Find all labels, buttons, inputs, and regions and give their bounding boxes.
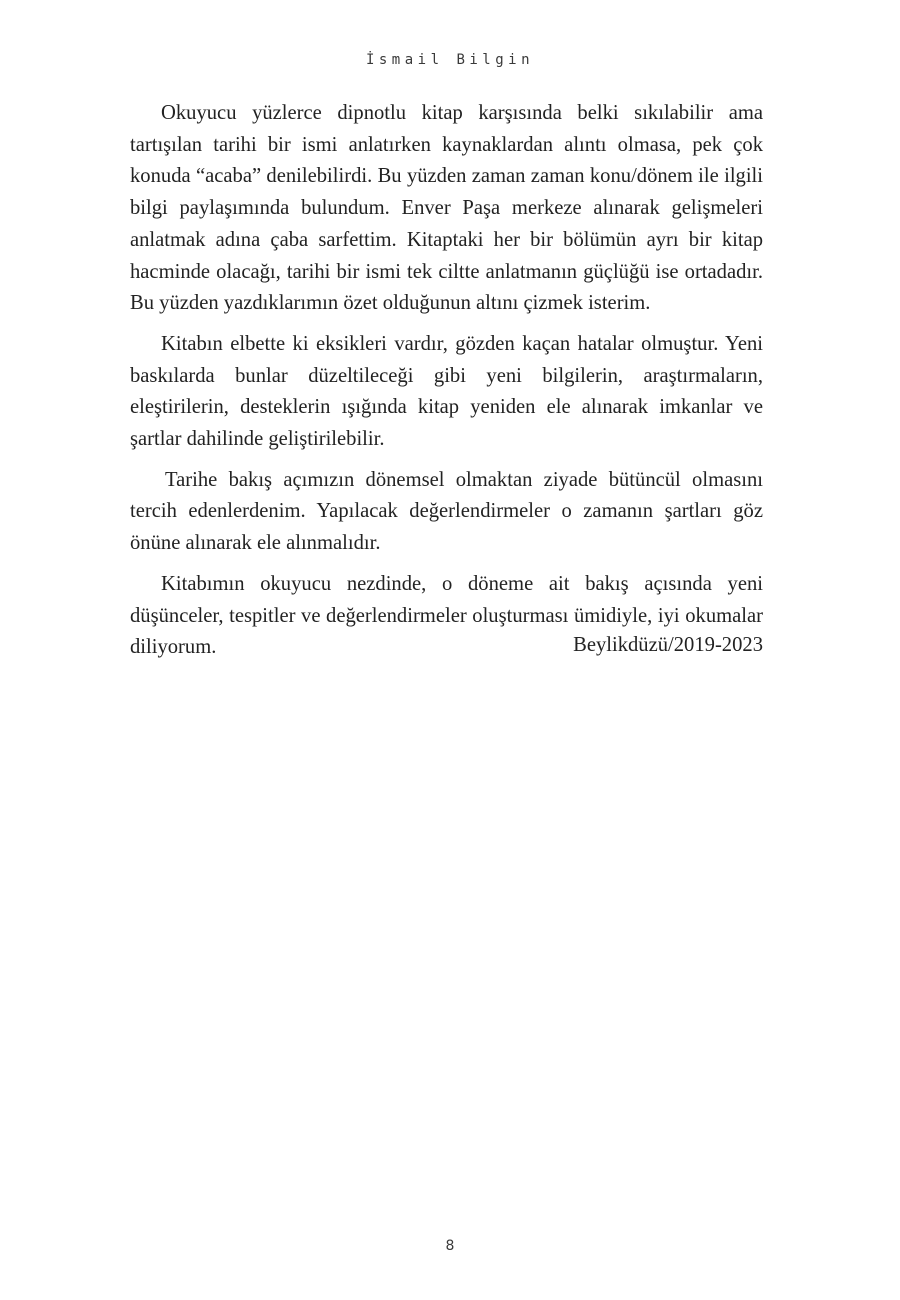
running-header-author: İsmail Bilgin [365,52,535,68]
paragraph-2: Kitabın elbette ki eksikleri vardır, gözden kaçan hatalar olmuştur. Yeni baskılarda bunlar düzeltileceği gibi yeni bilgilerin, araştırmaların, eleştirilerin, desteklerin ışığında kitap yeniden ele alınarak imkanlar ve şartlar dahilinde geliştirilebilir. [130,332,763,451]
page-number: 8 [445,1238,455,1254]
body-text [130,98,763,673]
paragraph-4: Kitabımın okuyucu nezdinde, o döneme ait bakış açısında yeni düşünceler, tespitler ve değerlendirmeler oluşturması ümidiyle, iyi okumalar diliyorum. [130,572,763,659]
paragraph-1: Okuyucu yüzlerce dipnotlu kitap karşısında belki sıkılabilir ama tartışılan tarihi bir ismi anlatırken kaynaklardan alıntı olmasa, pek çok konuda “acaba” denilebilirdi. Bu yüzden zaman zaman konu/dönem ile ilgili bilgi paylaşımında bulundum. Enver Paşa merkeze alınarak gelişmeleri anlatmak adına çaba sarfettim. Kitaptaki her bir bölümün ayrı bir kitap hacminde olacağı, tarihi bir ismi tek ciltte anlatmanın güçlüğü ise ortadadır. Bu yüzden yazdıklarımın özet olduğunun altını çizmek isterim. [130,102,763,315]
place-date-signature: Beylikdüzü/2019-2023 [573,634,763,656]
paragraph-3: Tarihe bakış açımızın dönemsel olmaktan ziyade bütüncül olmasını tercih edenlerdenim. Yapılacak değerlendirmeler o zamanın şartları göz önüne alınarak ele alınmalıdır. [130,468,763,555]
